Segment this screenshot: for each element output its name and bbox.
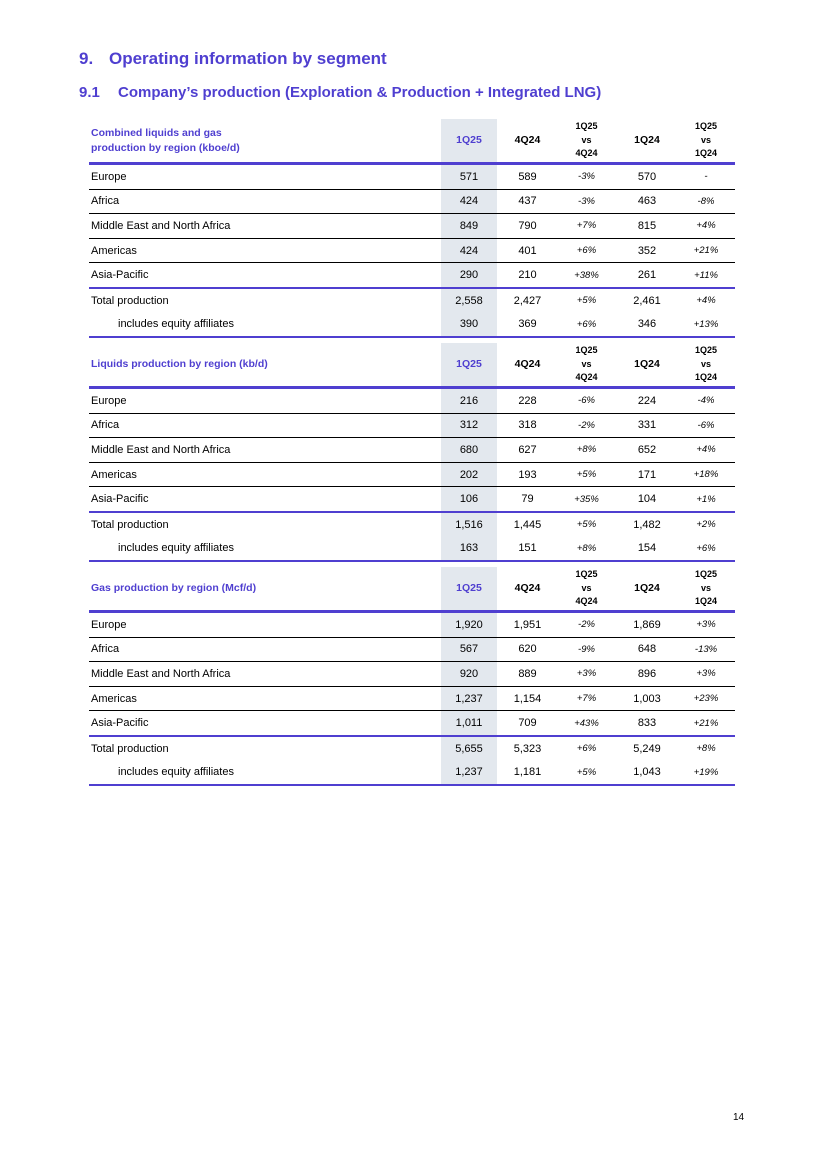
cell-1q24: 5,249 [633, 742, 661, 755]
cell-1q25-vs-4q24: -2% [578, 419, 595, 431]
cell-4q24: 589 [518, 170, 537, 183]
col-header-4q24: 4Q24 [514, 582, 541, 594]
cell-1q25-vs-1q24: +21% [693, 245, 719, 257]
cell-1q25: 390 [441, 313, 497, 337]
cell-1q25-vs-1q24: +11% [694, 269, 718, 281]
cell-1q24: 652 [637, 443, 657, 456]
table-row [89, 638, 735, 663]
cell-1q24: 1,003 [633, 692, 661, 705]
cell-4q24: 5,323 [513, 742, 542, 755]
cell-1q25-vs-1q24: +3% [696, 619, 716, 631]
cell-1q25-vs-4q24: +7% [576, 693, 597, 705]
cell-1q25: 1,237 [441, 687, 497, 711]
col-header-1q25: 1Q25 [441, 343, 497, 386]
table-row [89, 463, 735, 488]
table-title: Liquids production by region (kb/d) [91, 358, 268, 370]
cell-1q25-vs-1q24: +8% [696, 743, 716, 755]
table-row [89, 613, 735, 638]
cell-1q25-vs-4q24: +43% [574, 717, 599, 729]
cell-4q24: 1,154 [513, 692, 542, 705]
col-header-1q25: 1Q25 [441, 119, 497, 162]
table-row [89, 165, 735, 190]
table-row [89, 313, 735, 339]
cell-1q25-vs-4q24: +6% [576, 245, 597, 257]
col-header-4q24: 4Q24 [514, 358, 541, 370]
col-header-1q25-vs-1q24: 1Q25 vs 1Q24 [694, 569, 718, 607]
cell-1q25-vs-1q24: +2% [696, 519, 716, 531]
cell-1q25: 424 [441, 190, 497, 214]
cell-1q25: 424 [441, 239, 497, 263]
table-row [89, 414, 735, 439]
cell-1q25-vs-1q24: +23% [693, 693, 719, 705]
table-row [89, 511, 735, 537]
cell-4q24: 79 [521, 493, 534, 506]
cell-1q25: 1,920 [441, 613, 497, 637]
cell-1q24: 104 [637, 493, 657, 506]
row-label: Africa [91, 419, 120, 432]
section-number: 9. [79, 49, 94, 68]
subsection-heading [79, 84, 601, 101]
cell-1q24: 331 [637, 419, 657, 432]
col-header-1q25-vs-4q24: 1Q25 vs 4Q24 [575, 345, 598, 383]
col-header-1q25-vs-4q24: 1Q25 vs 4Q24 [575, 121, 598, 159]
combined-production-table [89, 119, 735, 338]
cell-4q24: 889 [518, 667, 537, 680]
cell-1q25-vs-4q24: -9% [578, 643, 595, 655]
cell-1q25-vs-4q24: -3% [578, 171, 595, 183]
table-header [89, 343, 735, 389]
row-label: includes equity affiliates [118, 542, 234, 555]
row-label: Europe [91, 394, 127, 407]
cell-1q24: 171 [637, 468, 657, 481]
table-header [89, 567, 735, 613]
col-header-1q24: 1Q24 [634, 358, 660, 370]
cell-1q25: 571 [441, 165, 497, 189]
cell-1q25-vs-1q24: +4% [696, 444, 716, 456]
col-header-1q24: 1Q24 [634, 582, 660, 594]
cell-4q24: 620 [518, 643, 537, 656]
cell-1q25-vs-4q24: +5% [576, 295, 597, 307]
cell-1q25-vs-1q24: -8% [697, 195, 715, 207]
cell-1q25: 849 [441, 214, 497, 238]
cell-4q24: 318 [518, 419, 537, 432]
subsection-number: 9.1 [79, 84, 100, 101]
cell-4q24: 709 [518, 717, 537, 730]
cell-4q24: 193 [518, 468, 537, 481]
cell-1q25-vs-1q24: +6% [696, 542, 716, 554]
table-row [89, 438, 735, 463]
cell-1q25: 1,237 [441, 761, 497, 785]
col-header-1q25: 1Q25 [441, 567, 497, 610]
cell-1q24: 261 [637, 269, 657, 282]
table-row [89, 687, 735, 712]
table-row [89, 487, 735, 511]
row-label: Europe [91, 170, 127, 183]
col-header-1q25-vs-4q24: 1Q25 vs 4Q24 [575, 569, 598, 607]
cell-1q25-vs-1q24: +4% [696, 295, 716, 307]
row-label: Europe [91, 618, 127, 631]
cell-1q25-vs-1q24: +1% [696, 493, 716, 505]
gas-production-table [89, 567, 735, 786]
cell-1q25-vs-1q24: -4% [697, 395, 715, 407]
section-title: Operating information by segment [109, 49, 387, 68]
liquids-production-table [89, 343, 735, 562]
row-label: Middle East and North Africa [91, 443, 231, 456]
cell-4q24: 2,427 [513, 294, 542, 307]
row-label: includes equity affiliates [118, 318, 234, 331]
cell-1q25: 920 [441, 662, 497, 686]
row-label: Africa [91, 643, 120, 656]
table-row [89, 735, 735, 761]
cell-1q25-vs-1q24: +19% [693, 766, 719, 778]
cell-1q25-vs-4q24: +7% [576, 220, 597, 232]
cell-4q24: 1,445 [513, 518, 542, 531]
row-label: Asia-Pacific [91, 493, 149, 506]
table-row [89, 263, 735, 287]
table-header [89, 119, 735, 165]
cell-1q25-vs-4q24: -6% [578, 395, 595, 407]
cell-1q25: 216 [441, 389, 497, 413]
row-label: Total production [91, 742, 169, 755]
cell-1q25-vs-4q24: +8% [576, 542, 597, 554]
cell-4q24: 627 [518, 443, 537, 456]
row-label: Total production [91, 294, 169, 307]
row-label: Asia-Pacific [91, 717, 149, 730]
table-row [89, 389, 735, 414]
cell-1q25-vs-4q24: +5% [576, 519, 597, 531]
cell-1q24: 346 [637, 318, 657, 331]
cell-1q25: 106 [441, 487, 497, 511]
table-row [89, 537, 735, 563]
cell-1q25: 312 [441, 414, 497, 438]
cell-1q25-vs-1q24: +4% [696, 220, 716, 232]
col-header-1q24: 1Q24 [634, 134, 660, 146]
col-header-4q24: 4Q24 [514, 134, 541, 146]
cell-1q25: 1,516 [441, 513, 497, 537]
row-label: Americas [91, 468, 137, 481]
cell-1q25: 163 [441, 537, 497, 561]
cell-1q25: 1,011 [441, 711, 497, 735]
cell-4q24: 401 [518, 244, 537, 257]
cell-1q25-vs-4q24: +6% [576, 318, 597, 330]
cell-1q25: 5,655 [441, 737, 497, 761]
cell-1q24: 833 [637, 717, 657, 730]
cell-1q25: 680 [441, 438, 497, 462]
row-label: Americas [91, 692, 137, 705]
cell-1q25: 202 [441, 463, 497, 487]
col-header-1q25-vs-1q24: 1Q25 vs 1Q24 [694, 121, 718, 159]
table-title: Gas production by region (Mcf/d) [91, 582, 257, 594]
row-label: Americas [91, 244, 137, 257]
cell-4q24: 210 [518, 269, 537, 282]
subsection-title: Company’s production (Exploration & Production + Integrated LNG) [118, 84, 602, 101]
cell-1q24: 1,482 [633, 518, 661, 531]
cell-1q25-vs-4q24: +35% [574, 493, 599, 505]
cell-4q24: 151 [518, 542, 537, 555]
cell-1q25-vs-4q24: +5% [576, 469, 597, 481]
section-heading [79, 49, 387, 69]
cell-1q25-vs-4q24: +5% [576, 766, 597, 778]
page-number: 14 [733, 1112, 745, 1123]
cell-4q24: 790 [518, 219, 537, 232]
cell-1q25-vs-4q24: +8% [576, 444, 597, 456]
cell-4q24: 228 [518, 394, 537, 407]
col-header-1q25-vs-1q24: 1Q25 vs 1Q24 [694, 345, 718, 383]
cell-1q24: 2,461 [633, 294, 661, 307]
cell-4q24: 1,181 [513, 766, 542, 779]
table-row [89, 287, 735, 313]
cell-1q24: 224 [637, 394, 657, 407]
cell-1q25-vs-4q24: -2% [578, 619, 595, 631]
cell-1q24: 463 [637, 195, 657, 208]
cell-1q25: 2,558 [441, 289, 497, 313]
cell-1q25-vs-1q24: -6% [697, 419, 715, 431]
cell-1q24: 570 [637, 170, 657, 183]
cell-1q24: 815 [637, 219, 657, 232]
cell-1q24: 1,869 [633, 618, 661, 631]
cell-1q24: 154 [637, 542, 657, 555]
row-label: includes equity affiliates [118, 766, 234, 779]
cell-1q24: 1,043 [633, 766, 661, 779]
cell-1q25-vs-4q24: +3% [576, 668, 597, 680]
cell-1q25-vs-1q24: +18% [693, 469, 719, 481]
cell-1q24: 352 [637, 244, 657, 257]
cell-1q25-vs-1q24: +21% [693, 717, 719, 729]
cell-1q25: 290 [441, 263, 497, 287]
cell-1q25-vs-4q24: +38% [574, 269, 599, 281]
cell-1q25-vs-1q24: -13% [694, 643, 718, 655]
cell-1q24: 648 [637, 643, 657, 656]
cell-1q25-vs-4q24: -3% [578, 195, 595, 207]
cell-1q25: 567 [441, 638, 497, 662]
cell-4q24: 437 [518, 195, 537, 208]
row-label: Total production [91, 518, 169, 531]
row-label: Asia-Pacific [91, 269, 149, 282]
table-row [89, 214, 735, 239]
cell-1q25-vs-4q24: +6% [576, 743, 597, 755]
row-label: Africa [91, 195, 120, 208]
row-label: Middle East and North Africa [91, 667, 231, 680]
cell-1q24: 896 [637, 667, 657, 680]
cell-4q24: 1,951 [513, 618, 542, 631]
cell-1q25-vs-1q24: +3% [696, 668, 716, 680]
table-row [89, 239, 735, 264]
table-row [89, 190, 735, 215]
row-label: Middle East and North Africa [91, 219, 231, 232]
cell-4q24: 369 [518, 318, 537, 331]
table-row [89, 761, 735, 787]
table-title: Combined liquids and gas production by region (kboe/d) [91, 126, 240, 154]
cell-1q25-vs-1q24: - [704, 171, 708, 183]
table-row [89, 711, 735, 735]
cell-1q25-vs-1q24: +13% [693, 318, 719, 330]
table-row [89, 662, 735, 687]
